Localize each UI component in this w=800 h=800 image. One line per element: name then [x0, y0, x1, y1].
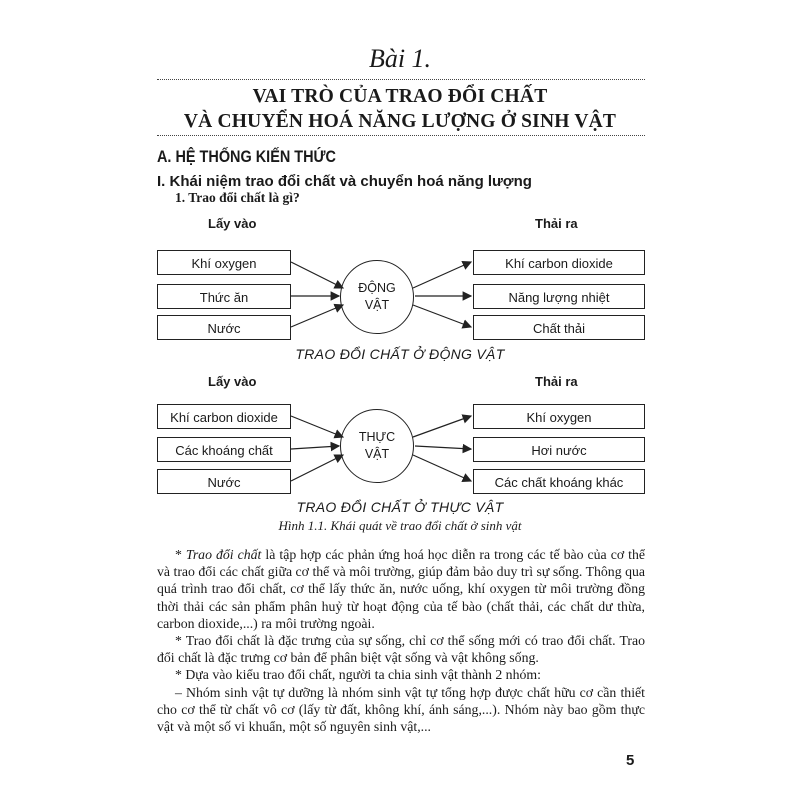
figure-caption: Hình 1.1. Khái quát về trao đổi chất ở sinh vật: [278, 518, 522, 533]
input-box: Nước: [157, 469, 291, 494]
paragraph: * Trao đổi chất là đặc trưng của sự sống, chỉ cơ thể sống mới có trao đổi chất. Trao đổi chất là đặc trưng cơ bản để phân biệt vật sống và vật không sống.: [157, 633, 645, 666]
organism-circle: [340, 260, 414, 334]
page-number: 5: [626, 752, 635, 769]
lesson-title-line-1: VAI TRÒ CỦA TRAO ĐỔI CHẤT: [252, 86, 548, 107]
output-box: Hơi nước: [473, 437, 645, 462]
paragraph: * Trao đổi chất là tập hợp các phản ứng hoá học diễn ra trong các tế bào của cơ thể và trao đổi các chất giữa cơ thể và môi trường, giúp đảm bảo duy trì sự sống. Thông qua quá trình trao đổi chất, cơ thể lấy thức ăn, nước uống, khí oxygen từ môi trường đồng thời thải các sản phẩm phân huỷ từ hoạt động của tế bào (chất thải, các chất dư thừa, carbon dioxide,...) ra môi trường ngoài.: [157, 547, 645, 631]
output-box: Chất thải: [473, 315, 645, 340]
output-box: Các chất khoáng khác: [473, 469, 645, 494]
question-heading: 1. Trao đổi chất là gì?: [175, 190, 300, 205]
paragraph: * Dựa vào kiểu trao đổi chất, người ta chia sinh vật thành 2 nhóm:: [175, 667, 541, 683]
paragraph-text: là tập hợp các phản ứng hoá học diễn ra trong các tế bào của cơ thể và trao đổi các chất giữa cơ thể và môi trường, giúp đảm bảo duy trì sự sống. Thông qua quá trình trao đổi chất, cơ thể lấy thức ăn, nước uống, khí oxygen từ môi trường đồng thời thải các sản phẩm phân huỷ từ hoạt động của tế bào (chất thải, các chất dư thừa, carbon dioxide,...) ra môi trường ngoài.: [157, 547, 645, 631]
lesson-number: Bài 1.: [368, 44, 432, 73]
lesson-title-line-2: VÀ CHUYỂN HOÁ NĂNG LƯỢNG Ở SINH VẬT: [183, 111, 617, 132]
output-label: Thải ra: [535, 374, 578, 389]
circle-text: VẬT: [364, 298, 390, 312]
output-box: Khí carbon dioxide: [473, 250, 645, 275]
input-label: Lấy vào: [208, 374, 257, 389]
term: Trao đổi chất: [185, 547, 262, 562]
paragraph: – Nhóm sinh vật tự dưỡng là nhóm sinh vật tự tổng hợp được chất hữu cơ cần thiết cho cơ thể từ chất vô cơ (lấy từ đất, không khí, ánh sáng,...). Nhóm này bao gồm thực vật và một số vi khuẩn, một số nguyên sinh vật,...: [157, 684, 645, 735]
circle-text: THỰC: [358, 430, 396, 444]
section-heading: A. HỆ THỐNG KIẾN THỨC: [157, 147, 336, 166]
input-box: Các khoáng chất: [157, 437, 291, 462]
circle-text: ĐỘNG: [358, 281, 396, 295]
output-box: Năng lượng nhiệt: [473, 284, 645, 309]
input-box: Thức ăn: [157, 284, 291, 309]
input-box: Nước: [157, 315, 291, 340]
output-label: Thải ra: [535, 216, 578, 231]
body-text: [157, 546, 645, 735]
subsection-heading: I. Khái niệm trao đổi chất và chuyển hoá năng lượng: [157, 173, 532, 190]
circle-text: VẬT: [364, 447, 390, 461]
input-box: Khí oxygen: [157, 250, 291, 275]
input-box: Khí carbon dioxide: [157, 404, 291, 429]
input-label: Lấy vào: [208, 216, 257, 231]
organism-circle: [340, 409, 414, 483]
diagram-caption: TRAO ĐỔI CHẤT Ở ĐỘNG VẬT: [295, 346, 505, 362]
output-box: Khí oxygen: [473, 404, 645, 429]
diagram-caption: TRAO ĐỔI CHẤT Ở THỰC VẬT: [296, 499, 504, 515]
